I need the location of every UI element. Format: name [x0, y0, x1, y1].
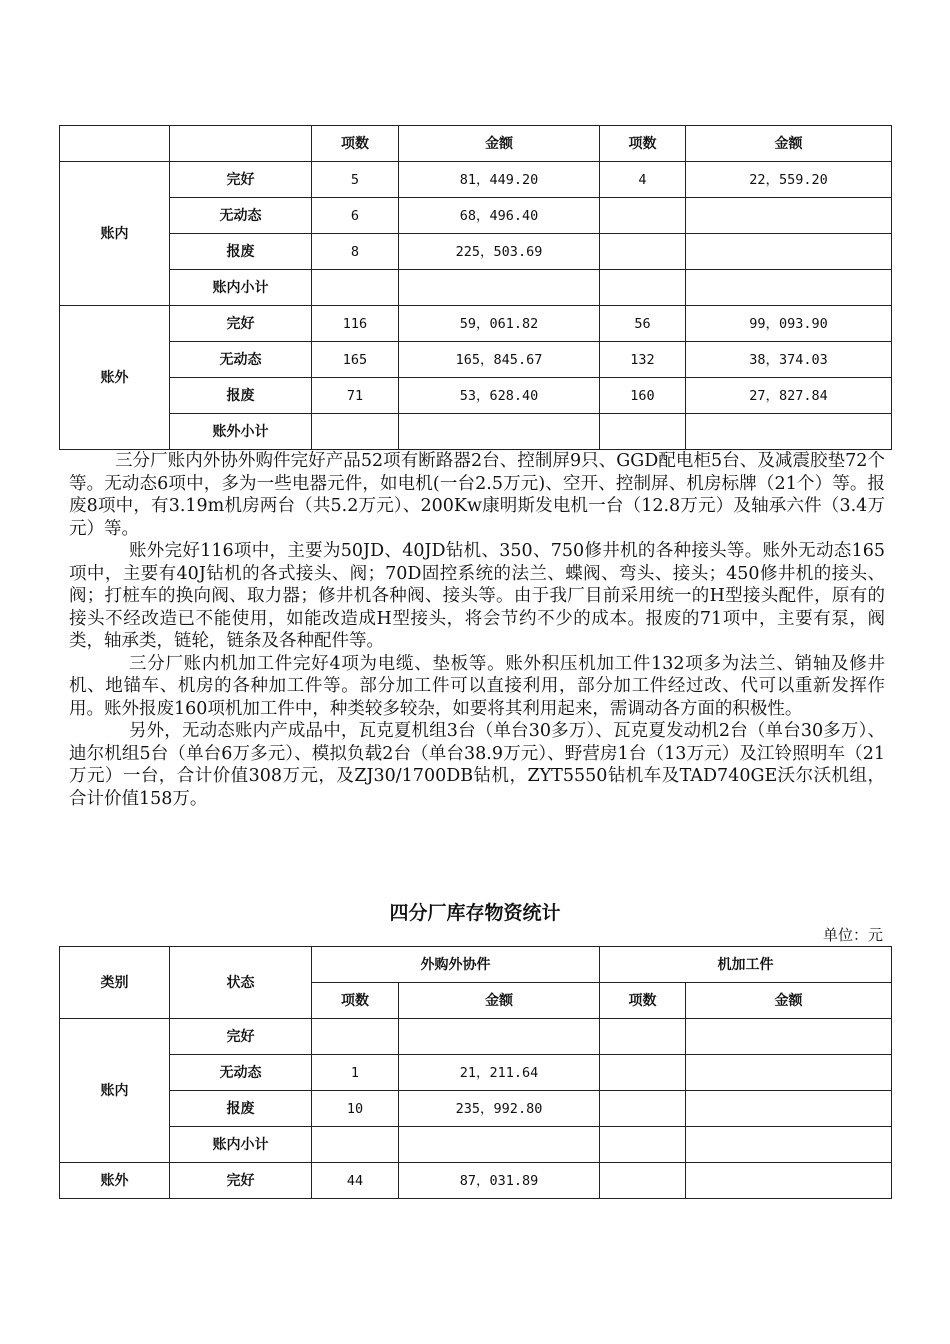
cell-amount: [686, 270, 892, 306]
table-row: [60, 1019, 892, 1055]
table-row: [60, 198, 892, 234]
row-status: 无动态: [170, 1055, 312, 1091]
cell-count: 56: [600, 306, 686, 342]
cell-count: [312, 270, 399, 306]
cell-amount: [399, 1019, 600, 1055]
header-cell: [60, 126, 170, 162]
table-row: [60, 342, 892, 378]
header-count: 项数: [600, 126, 686, 162]
row-status: 无动态: [170, 198, 312, 234]
cell-count: 165: [312, 342, 399, 378]
cell-amount: 53，628.40: [399, 378, 600, 414]
cell-count: [600, 1163, 686, 1199]
row-status: 账内小计: [170, 270, 312, 306]
table-row: [60, 162, 892, 198]
cell-amount: 225，503.69: [399, 234, 600, 270]
cell-amount: [686, 234, 892, 270]
header-amount: 金额: [399, 983, 600, 1019]
header-status: 状态: [170, 947, 312, 1019]
table-row: [60, 378, 892, 414]
cell-amount: [686, 1055, 892, 1091]
cell-amount: 87，031.89: [399, 1163, 600, 1199]
cell-amount: 22，559.20: [686, 162, 892, 198]
header-amount: 金额: [399, 126, 600, 162]
cell-count: [600, 234, 686, 270]
cell-count: 6: [312, 198, 399, 234]
cell-amount: 27，827.84: [686, 378, 892, 414]
cell-count: [600, 270, 686, 306]
cell-count: [312, 414, 399, 450]
cell-count: 10: [312, 1091, 399, 1127]
paragraph: 账外完好116项中，主要为50JD、40JD钻机、350、750修井机的各种接头等。账外无动态165项中，主要有40J钻机的各式接头、阀；70D固控系统的法兰、蝶阀、弯头、接头；450修井机的接头、阀；打桩车的换向阀、取力器；修井机各种阀、接头等。由于我厂目前采用统一的H型接头配件，原有的接头不经改造已不能使用，如能改造成H型接头，将会节约不少的成本。报废的71项中，主要有泵，阀类，轴承类，链轮，链条及各种配件等。: [69, 541, 885, 651]
cell-amount: 235，992.80: [399, 1091, 600, 1127]
paragraph: 另外，无动态账内产成品中，瓦克夏机组3台（单台30多万）、瓦克夏发动机2台（单台30多万）、迪尔机组5台（单台6万多元）、模拟负载2台（单台38.9万元）、野营房1台（13万元）及江铃照明车（21万元）一台，合计价值308万元，及ZJ30/1700DB钻机，ZYT5550钻机车及TAD740GE沃尔沃机组，合计价值158万。: [69, 721, 885, 809]
group-label: 账外: [60, 1163, 170, 1199]
cell-count: [312, 1019, 399, 1055]
cell-amount: [686, 414, 892, 450]
header-count: 项数: [312, 983, 399, 1019]
cell-count: 44: [312, 1163, 399, 1199]
cell-count: [600, 1091, 686, 1127]
cell-amount: 38，374.03: [686, 342, 892, 378]
header-count: 项数: [600, 983, 686, 1019]
cell-count: 1: [312, 1055, 399, 1091]
table-header-row: [60, 947, 892, 983]
cell-amount: [686, 1019, 892, 1055]
cell-count: 5: [312, 162, 399, 198]
cell-count: 132: [600, 342, 686, 378]
header-group-purchased: 外购外协件: [312, 947, 600, 983]
row-status: 无动态: [170, 342, 312, 378]
table-row: [60, 1127, 892, 1163]
cell-amount: [686, 1091, 892, 1127]
table-sanfen-inventory: [59, 125, 892, 450]
cell-amount: 81，449.20: [399, 162, 600, 198]
cell-amount: [399, 414, 600, 450]
table-row: [60, 414, 892, 450]
row-status: 完好: [170, 1163, 312, 1199]
row-status: 完好: [170, 306, 312, 342]
row-status: 报废: [170, 378, 312, 414]
table-row: [60, 1091, 892, 1127]
header-category: 类别: [60, 947, 170, 1019]
table-row: [60, 1163, 892, 1199]
table-row: [60, 270, 892, 306]
header-amount: 金额: [686, 983, 892, 1019]
cell-count: [600, 414, 686, 450]
cell-count: 8: [312, 234, 399, 270]
cell-count: 71: [312, 378, 399, 414]
paragraph: 三分厂账内外协外购件完好产品52项有断路器2台、控制屏9只、GGD配电柜5台、及减震胶垫72个等。无动态6项中，多为一些电器元件，如电机(一台2.5万元)、空开、控制屏、机房标牌（21个）等。报废8项中，有3.19m机房两台（共5.2万元）、200Kw康明斯发电机一台（12.8万元）及轴承六件（3.4万元）等。: [69, 451, 885, 539]
group-label: 账外: [60, 306, 170, 450]
cell-count: [600, 198, 686, 234]
body-text: [69, 450, 885, 810]
cell-count: 160: [600, 378, 686, 414]
cell-amount: 59，061.82: [399, 306, 600, 342]
row-status: 账内小计: [170, 1127, 312, 1163]
group-label: 账内: [60, 162, 170, 306]
table-sifen-inventory: [59, 946, 892, 1199]
cell-amount: [399, 270, 600, 306]
header-group-machined: 机加工件: [600, 947, 892, 983]
row-status: 报废: [170, 1091, 312, 1127]
cell-count: [600, 1019, 686, 1055]
cell-count: [600, 1127, 686, 1163]
cell-count: 4: [600, 162, 686, 198]
row-status: 账外小计: [170, 414, 312, 450]
table-row: [60, 1055, 892, 1091]
row-status: 完好: [170, 1019, 312, 1055]
cell-amount: [686, 1163, 892, 1199]
unit-label: 单位：元: [822, 926, 883, 944]
section-title: 四分厂库存物资统计: [389, 902, 561, 924]
header-amount: 金额: [686, 126, 892, 162]
header-cell: [170, 126, 312, 162]
cell-count: [312, 1127, 399, 1163]
table-row: [60, 234, 892, 270]
header-count: 项数: [312, 126, 399, 162]
row-status: 完好: [170, 162, 312, 198]
cell-amount: 21，211.64: [399, 1055, 600, 1091]
table-row: [60, 306, 892, 342]
cell-count: [600, 1055, 686, 1091]
cell-amount: [686, 198, 892, 234]
table-header-row: [60, 126, 892, 162]
paragraph: 三分厂账内机加工件完好4项为电缆、垫板等。账外积压机加工件132项多为法兰、销轴及修井机、地锚车、机房的各种加工件等。部分加工件可以直接利用，部分加工件经过改、代可以重新发挥作用。账外报废160项机加工件中，种类较多较杂，如要将其利用起来，需调动各方面的积极性。: [69, 653, 885, 719]
row-status: 报废: [170, 234, 312, 270]
cell-amount: 99，093.90: [686, 306, 892, 342]
cell-amount: [399, 1127, 600, 1163]
group-label: 账内: [60, 1019, 170, 1163]
cell-count: 116: [312, 306, 399, 342]
cell-amount: [686, 1127, 892, 1163]
cell-amount: 165，845.67: [399, 342, 600, 378]
cell-amount: 68，496.40: [399, 198, 600, 234]
